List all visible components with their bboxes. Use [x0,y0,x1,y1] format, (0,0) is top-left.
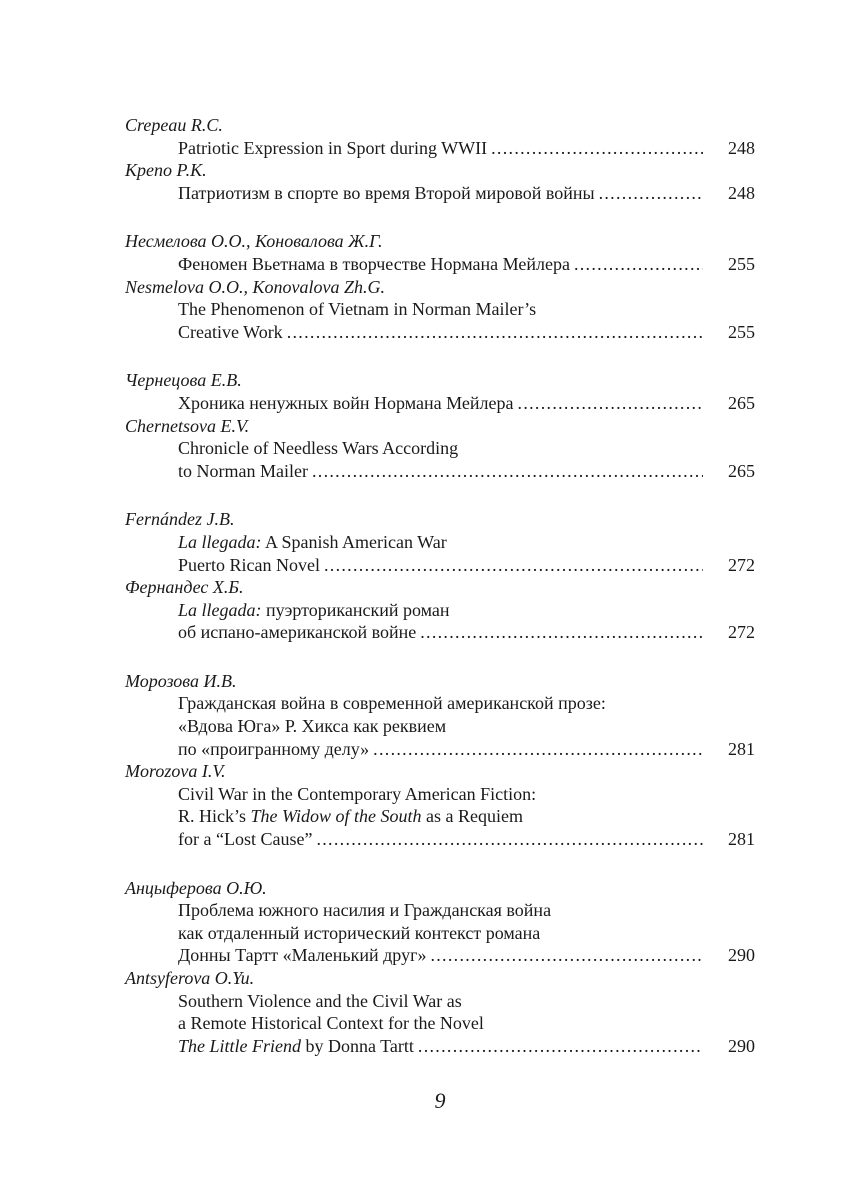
entry-page: 272 [728,554,755,575]
toc-entry [125,576,755,644]
italic-title: The Little Friend [178,1035,301,1056]
leader-dots [430,944,703,967]
table-of-contents [125,114,755,1057]
entry-title-line: a Remote Historical Context for the Novel [178,1013,484,1034]
entry-title: об испано-американской войне [178,622,417,643]
toc-entry [125,508,755,576]
entry-title-line [125,738,755,761]
entry-author: Несмелова О.О., Коновалова Ж.Г. [125,231,383,252]
entry-title-line: Проблема южного насилия и Гражданская война [178,900,552,921]
entry-title: Патриотизм в спорте во время Второй мировой войны [178,182,595,203]
italic-title: The Widow of the South [250,806,422,827]
leader-dots [373,738,703,761]
entry-title-line [125,460,755,483]
italic-title: La llegada: [178,531,262,552]
entry-page: 248 [728,182,755,203]
entry-page: 290 [728,1035,755,1056]
entry-page: 290 [728,945,755,966]
entry-title: Patriotic Expression in Sport during WWII [178,137,488,158]
leader-dots [324,554,703,577]
entry-title: to Norman Mailer [178,460,308,481]
entry-title: for a “Lost Cause” [178,829,313,850]
toc-entry [125,877,755,967]
entry-title-line: Southern Violence and the Civil War as [178,990,462,1011]
title-text: by Donna Tartt [301,1035,414,1056]
entry-title-line: The Phenomenon of Vietnam in Norman Mailer’s [178,299,537,320]
title-text: R. Hick’s [178,806,251,827]
entry-title-line: Chronicle of Needless Wars According [178,438,459,459]
leader-dots [418,1035,703,1058]
toc-entry [125,369,755,414]
entry-page: 255 [728,321,755,342]
entry-title: Puerto Rican Novel [178,554,320,575]
entry-author: Чернецова Е.В. [125,370,242,391]
entry-title-line [125,599,755,622]
leader-dots [287,321,703,344]
entry-author: Chernetsova E.V. [125,415,250,436]
entry-author: Antsyferova O.Yu. [125,968,255,988]
entry-author: Анцыферова О.Ю. [125,877,267,898]
entry-author: Nesmelova O.O., Konovalova Zh.G. [125,276,385,297]
toc-entry [125,230,755,275]
toc-entry [125,760,755,850]
entry-author: Крепо Р.К. [125,160,207,181]
entry-title: Донны Тартт «Маленький друг» [178,945,427,966]
toc-entry [125,114,755,159]
entry-title-line [125,531,755,554]
entry-title-line [125,182,755,205]
entry-title-line [125,392,755,415]
italic-title: La llegada: [178,599,262,620]
entry-title-line: как отдаленный исторический контекст романа [178,922,541,943]
entry-title-line [125,321,755,344]
page-number: 9 [434,1088,446,1113]
entry-page: 265 [728,460,755,481]
entry-author: Фернандес Х.Б. [125,577,244,598]
toc-entry [125,276,755,344]
entry-title-line [125,828,755,851]
entry-title-line [125,944,755,967]
entry-title-line [125,137,755,160]
entry-title-line: «Вдова Юга» Р. Хикса как реквием [178,716,447,737]
entry-page: 248 [728,137,755,158]
toc-entry [125,159,755,204]
entry-title-line [125,805,755,828]
entry-author: Морозова И.В. [125,670,237,691]
entry-page: 265 [728,392,755,413]
entry-title: по «проигранному делу» [178,738,370,759]
leader-dots [599,182,703,205]
toc-entry [125,415,755,483]
entry-page: 281 [728,829,755,850]
leader-dots [316,828,703,851]
leader-dots [491,137,703,160]
leader-dots [312,460,703,483]
entry-author: Fernández J.B. [125,509,235,530]
title-text: пуэрториканский роман [261,599,450,620]
leader-dots [420,621,703,644]
entry-author: Morozova I.V. [125,761,226,782]
leader-dots [574,253,703,276]
entry-title-line [125,253,755,276]
entry-title-line [125,621,755,644]
entry-page: 272 [728,622,755,643]
entry-title [178,1035,414,1058]
entry-page: 281 [728,738,755,759]
entry-title-line [125,1035,755,1058]
title-text: A Spanish American War [261,531,447,552]
entry-author: Crepeau R.C. [125,115,223,135]
entry-page: 255 [728,253,755,274]
leader-dots [518,392,703,415]
entry-title: Хроника ненужных войн Нормана Мейлера [178,392,514,413]
entry-title-line: Гражданская война в современной американской прозе: [178,693,606,714]
entry-title: Creative Work [178,321,283,342]
entry-title: Феномен Вьетнама в творчестве Нормана Мейлера [178,253,570,274]
title-text: as a Requiem [421,806,523,827]
entry-title-line: Civil War in the Contemporary American Fiction: [178,783,537,804]
toc-entry [125,670,755,760]
toc-entry [125,967,755,1057]
entry-title-line [125,554,755,577]
